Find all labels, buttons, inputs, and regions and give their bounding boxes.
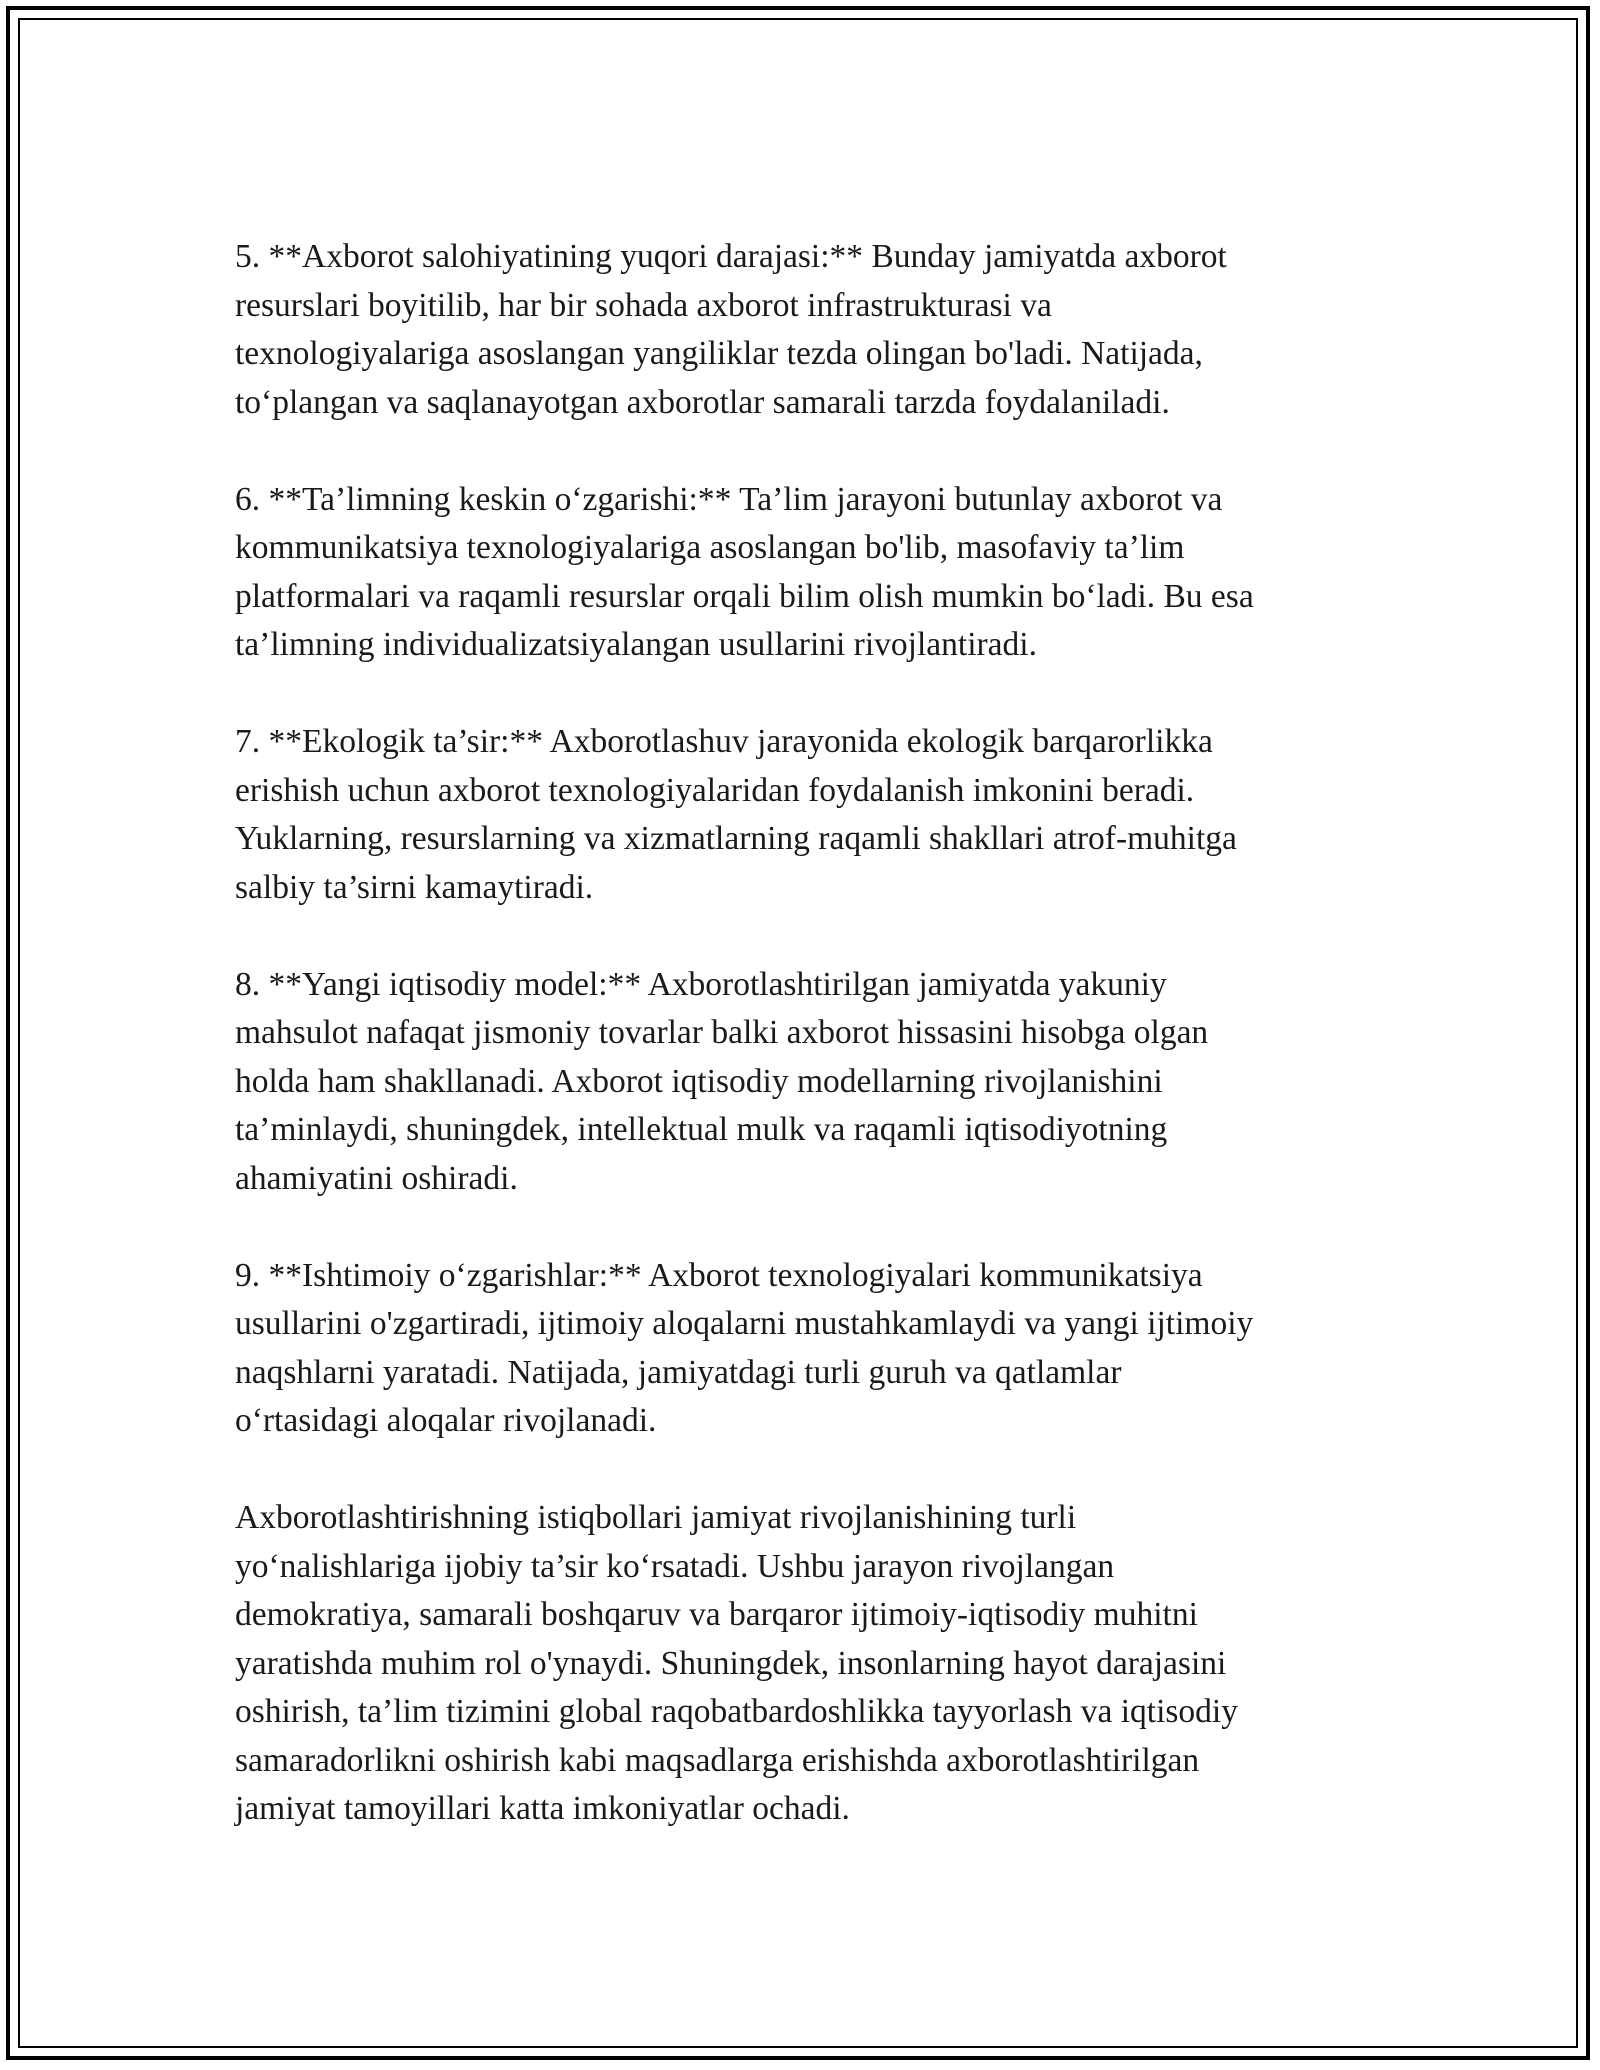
paragraph-item-6: 6. **Ta’limning keskin o‘zgarishi:** Ta’lim jarayoni butunlay axborot va kommunikatsiya texnologiyalariga asoslangan bo'lib, masofaviy ta’lim platformalari va raqamli resurslar orqali bilim olish mumkin bo‘ladi. Bu esa ta’limning individualizatsiyalangan usullarini rivojlantiradi. — [235, 480, 1254, 663]
paragraph-conclusion: Axborotlashtirishning istiqbollari jamiyat rivojlanishining turli yo‘nalishlariga ijobiy ta’sir ko‘rsatadi. Ushbu jarayon rivojlangan demokratiya, samarali boshqaruv va barqaror ijtimoiy-iqtisodiy muhitni yaratishda muhim rol o'ynaydi. Shuningdek, insonlarning hayot darajasini oshirish, ta’lim tizimini global raqobatbardoshlikka tayyorlash va iqtisodiy samaradorlikni oshirish kabi maqsadlarga erishishda axborotlashtirilgan jamiyat tamoyillari katta imkoniyatlar ochadi. — [235, 1499, 1238, 1827]
paragraph-item-8: 8. **Yangi iqtisodiy model:** Axborotlashtirilgan jamiyatda yakuniy mahsulot nafaqat jismoniy tovarlar balki axborot hissasini hisobga olgan holda ham shakllanadi. Axborot iqtisodiy modellarning rivojlanishini ta’minlaydi, shuningdek, intellektual mulk va raqamli iqtisodiyotning ahamiyatini oshiradi. — [235, 965, 1209, 1197]
paragraph-item-5: 5. **Axborot salohiyatining yuqori darajasi:** Bunday jamiyatda axborot resurslari boyitilib, har bir sohada axborot infrastrukturasi va texnologiyalariga asoslangan yangiliklar tezda olingan bo'ladi. Natijada, to‘plangan va saqlanayotgan axborotlar samarali tarzda foydalaniladi. — [235, 238, 1227, 421]
paragraph-item-7: 7. **Ekologik ta’sir:** Axborotlashuv jarayonida ekologik barqarorlikka erishish uchun axborot texnologiyalaridan foydalanish imkonini beradi. Yuklarning, resurslarning va xizmatlarning raqamli shakllari atrof-muhitga salbiy ta’sirni kamaytiradi. — [235, 723, 1237, 906]
document-body — [235, 233, 1375, 1882]
paragraph-item-9: 9. **Ishtimoiy o‘zgarishlar:** Axborot texnologiyalari kommunikatsiya usullarini o'zgartiradi, ijtimoiy aloqalarni mustahkamlaydi va yangi ijtimoiy naqshlarni yaratadi. Natijada, jamiyatdagi turli guruh va qatlamlar o‘rtasidagi aloqalar rivojlanadi. — [235, 1256, 1254, 1439]
